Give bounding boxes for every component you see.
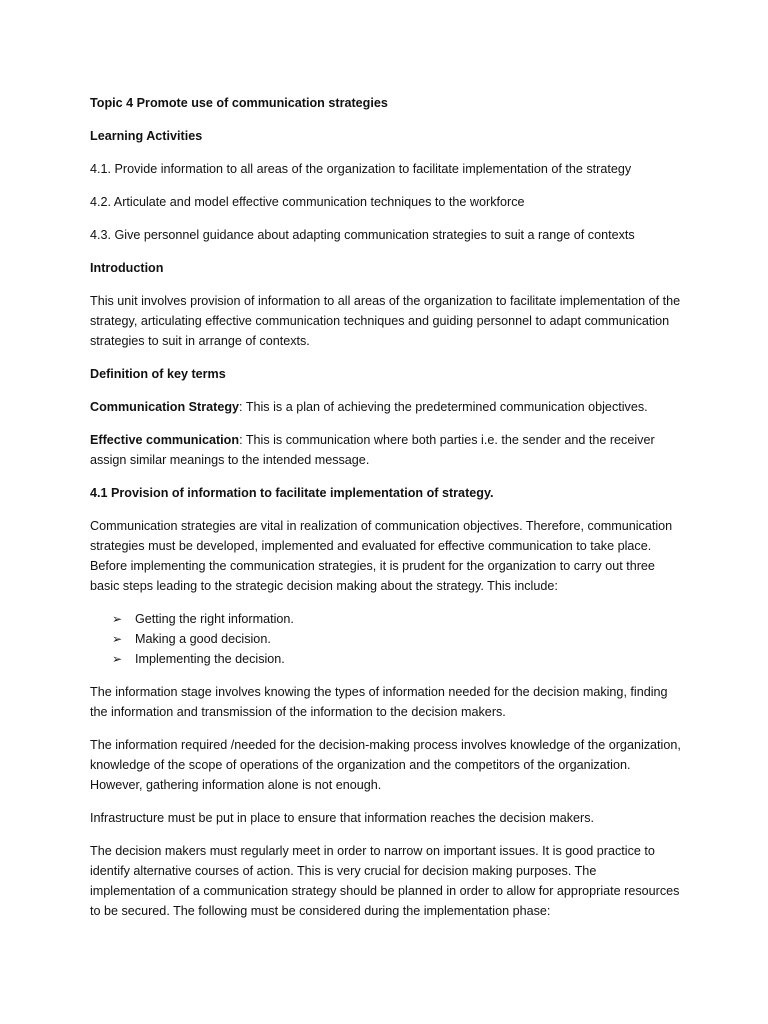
introduction-paragraph: This unit involves provision of information to all areas of the organization to facilitate implementation of the strategy, articulating effective communication techniques and guiding personnel to adapt communication strategies to suit in arrange of contexts.	[90, 294, 681, 348]
list-item-text: Getting the right information.	[135, 612, 294, 626]
definition-item	[90, 430, 682, 470]
list-item-text: Implementing the decision.	[135, 652, 285, 666]
section-paragraph: Communication strategies are vital in realization of communication objectives. Therefore, communication strategies must be developed, implemented and evaluated for effective communication to take place. Before implementing the communication strategies, it is prudent for the organization to carry out three basic steps leading to the strategic decision making about the strategy. This include:	[90, 519, 673, 593]
topic-title: Topic 4 Promote use of communication strategies	[90, 96, 388, 110]
arrow-bullet-icon: ➢	[112, 652, 123, 666]
body-paragraph: The information stage involves knowing the types of information needed for the decision making, finding the information and transmission of the information to the decision makers.	[90, 685, 668, 719]
definitions-heading: Definition of key terms	[90, 367, 226, 381]
activity-item: 4.2. Articulate and model effective communication techniques to the workforce	[90, 195, 525, 209]
list-item	[90, 649, 682, 669]
definition-text: : This is a plan of achieving the predetermined communication objectives.	[239, 400, 648, 414]
definition-item	[90, 397, 682, 417]
activity-item: 4.3. Give personnel guidance about adapting communication strategies to suit a range of contexts	[90, 228, 635, 242]
definition-term: Effective communication	[90, 433, 240, 447]
body-paragraph: Infrastructure must be put in place to ensure that information reaches the decision makers.	[90, 811, 595, 825]
document-body	[90, 93, 682, 934]
learning-activities-heading: Learning Activities	[90, 129, 203, 143]
definition-term: Communication Strategy	[90, 400, 240, 414]
arrow-bullet-icon: ➢	[112, 612, 123, 626]
steps-list	[90, 609, 682, 669]
introduction-heading: Introduction	[90, 261, 164, 275]
body-paragraph: The information required /needed for the decision-making process involves knowledge of the organization, knowledge of the scope of operations of the organization and the competitors of the organization. However, gathering information alone is not enough.	[90, 738, 681, 792]
body-paragraph: The decision makers must regularly meet in order to narrow on important issues. It is good practice to identify alternative courses of action. This is very crucial for decision making purposes. The implementation of a communication strategy should be planned in order to allow for appropriate resources to be secured. The following must be considered during the implementation phase:	[90, 844, 680, 918]
arrow-bullet-icon: ➢	[112, 632, 123, 646]
section-heading: 4.1 Provision of information to facilitate implementation of strategy.	[90, 486, 494, 500]
list-item	[90, 629, 682, 649]
list-item	[90, 609, 682, 629]
activity-item: 4.1. Provide information to all areas of the organization to facilitate implementation of the strategy	[90, 162, 632, 176]
definition-text: : This is communication where both parties i.e. the sender and the receiver assign similar meanings to the intended message.	[90, 433, 655, 467]
list-item-text: Making a good decision.	[135, 632, 271, 646]
